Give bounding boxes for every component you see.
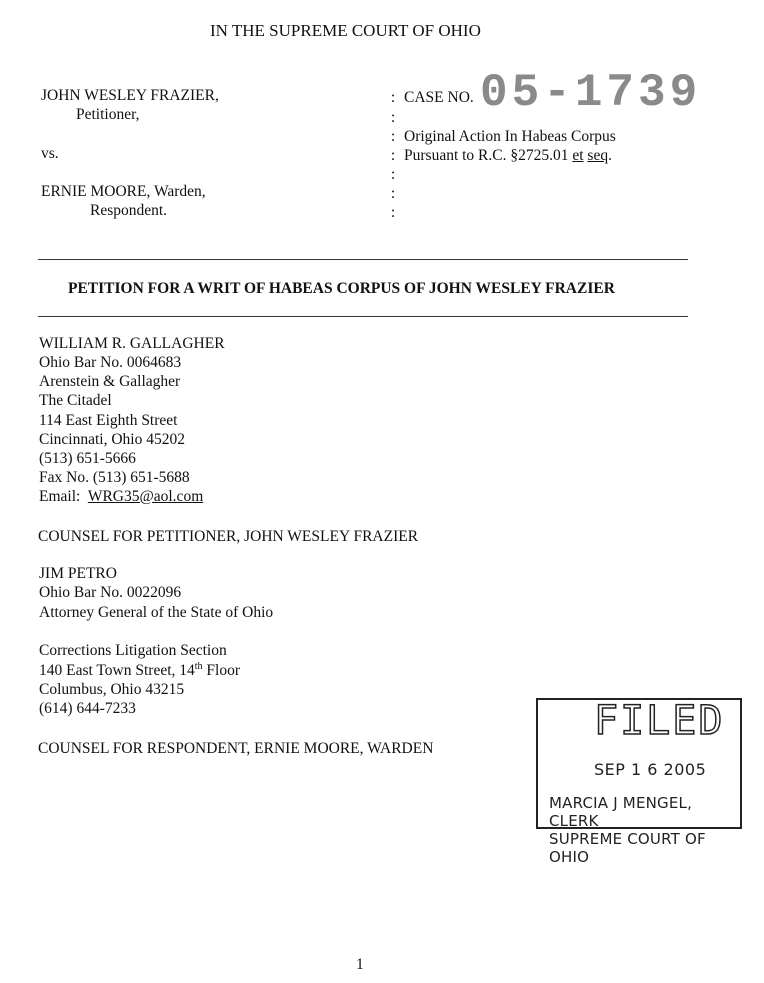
- stamp-clerk: MARCIA J MENGEL, CLERK SUPREME COURT OF OHIO: [549, 794, 706, 866]
- petitioner-counsel-role: COUNSEL FOR PETITIONER, JOHN WESLEY FRAZIER: [38, 528, 419, 545]
- petitioner-counsel-phone: (513) 651-5666: [39, 450, 136, 467]
- petition-title: PETITION FOR A WRIT OF HABEAS CORPUS OF JOHN WESLEY FRAZIER: [68, 280, 615, 297]
- petitioner-counsel-building: The Citadel: [39, 392, 112, 409]
- action-line-2: Pursuant to R.C. §2725.01 et seq.: [404, 147, 612, 164]
- petitioner-counsel-firm: Arenstein & Gallagher: [39, 373, 181, 390]
- respondent-counsel-bar: Ohio Bar No. 0022096: [39, 584, 182, 601]
- respondent-counsel-phone: (614) 644-7233: [39, 700, 136, 717]
- respondent-counsel-city: Columbus, Ohio 43215: [39, 681, 185, 698]
- stamp-filed-text: FILED: [594, 698, 725, 744]
- respondent-counsel-name: JIM PETRO: [39, 565, 117, 582]
- petitioner-role: Petitioner,: [76, 106, 140, 123]
- email-link[interactable]: WRG35@aol.com: [87, 488, 204, 505]
- petitioner-counsel-name: WILLIAM R. GALLAGHER: [39, 335, 225, 352]
- petitioner-counsel-city: Cincinnati, Ohio 45202: [39, 431, 185, 448]
- respondent-counsel-title: Attorney General of the State of Ohio: [39, 604, 274, 621]
- case-number-label: CASE NO.: [404, 89, 474, 106]
- petitioner-name: JOHN WESLEY FRAZIER,: [41, 87, 219, 104]
- versus-label: vs.: [41, 145, 59, 162]
- petitioner-counsel-email-line: [39, 487, 203, 506]
- petitioner-counsel-street: 114 East Eighth Street: [39, 412, 178, 429]
- respondent-counsel-street: 140 East Town Street, 14th Floor: [39, 660, 241, 679]
- case-number: 05-1739: [480, 67, 702, 119]
- page-number: 1: [356, 956, 364, 973]
- action-line-1: Original Action In Habeas Corpus: [404, 128, 616, 145]
- stamp-date: SEP 1 6 2005: [594, 760, 707, 779]
- petitioner-counsel-bar: Ohio Bar No. 0064683: [39, 354, 182, 371]
- email-label: Email:: [39, 488, 81, 505]
- respondent-role: Respondent.: [90, 202, 168, 219]
- bottom-rule: [38, 316, 688, 317]
- respondent-name: ERNIE MOORE, Warden,: [41, 183, 206, 200]
- respondent-counsel-section: Corrections Litigation Section: [39, 642, 227, 659]
- court-title: IN THE SUPREME COURT OF OHIO: [210, 21, 481, 40]
- respondent-counsel-role: COUNSEL FOR RESPONDENT, ERNIE MOORE, WARDEN: [38, 740, 434, 757]
- petitioner-counsel-fax: Fax No. (513) 651-5688: [39, 469, 190, 486]
- top-rule: [38, 259, 688, 260]
- filed-stamp: [536, 698, 742, 866]
